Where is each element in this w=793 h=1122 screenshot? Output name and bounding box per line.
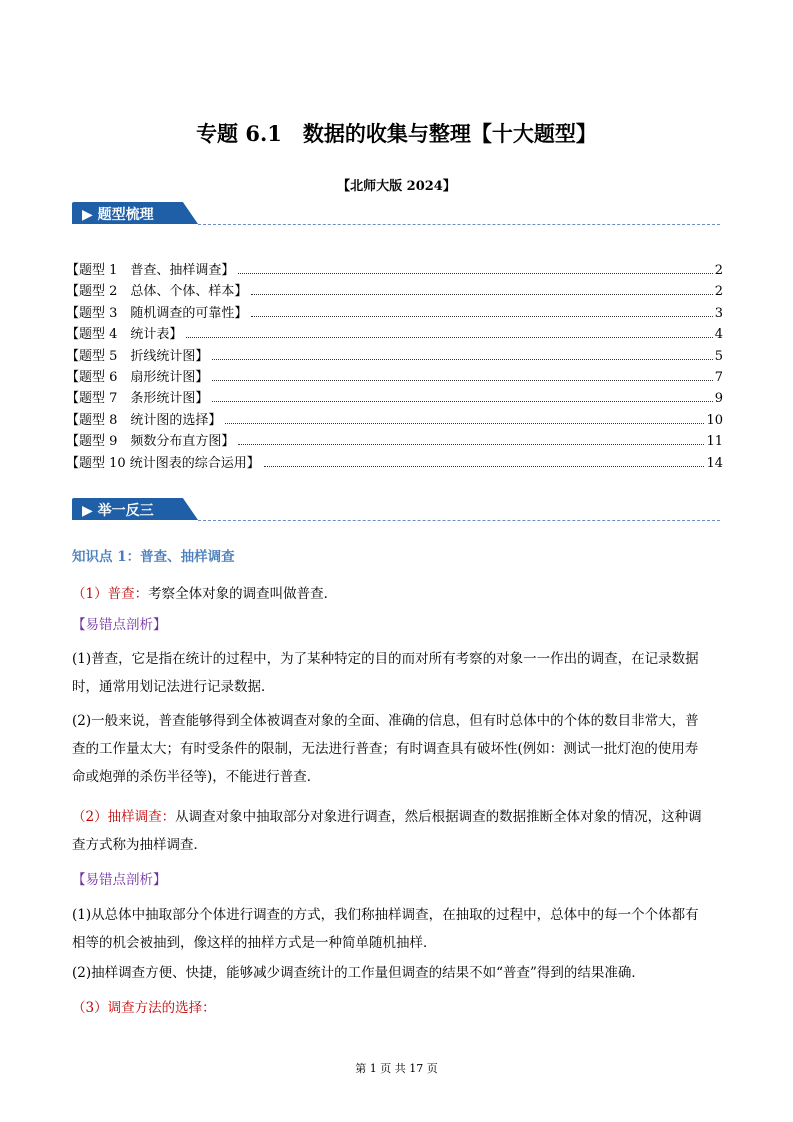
toc-label: 【题型 7 条形统计图】 <box>66 391 209 407</box>
toc-entry[interactable] <box>66 302 723 320</box>
toc-label: 【题型 8 统计图的选择】 <box>66 412 222 428</box>
term-label: （3）调查方法的选择： <box>72 1000 216 1016</box>
leader-dots <box>212 359 712 360</box>
text-line: 相等的机会被抽到，像这样的抽样方式是一种简单随机抽样． <box>72 935 437 951</box>
leader-dots <box>186 337 712 338</box>
edition-subtitle: 【北师大版 2024】 <box>337 179 456 194</box>
toc-label: 【题型 4 统计表】 <box>66 327 183 343</box>
leader-dots <box>225 423 704 424</box>
term-label: （2）抽样调查： <box>72 809 176 825</box>
text-line: (1)普查，它是指在统计的过程中，为了某种特定的目的而对所有考察的对象一一作出的调查，在记录数据 <box>72 651 699 667</box>
toc-entry[interactable] <box>66 323 723 341</box>
error-analysis-heading: 【易错点剖析】 <box>72 617 167 633</box>
toc-label: 【题型 10 统计图表的综合运用】 <box>66 455 260 471</box>
toc-label: 【题型 1 普查、抽样调查】 <box>66 263 235 278</box>
leader-dots <box>238 444 704 445</box>
paragraph <box>72 805 722 825</box>
text-line: (2)一般来说，普查能够得到全体被调查对象的全面、准确的信息，但有时总体中的个体的数目非常大，普 <box>72 713 699 729</box>
section-title: ▶ 举一反三 <box>82 503 154 519</box>
dashed-divider <box>198 520 720 521</box>
definition-text: 考察全体对象的调查叫做普查． <box>148 586 338 602</box>
toc-label: 【题型 6 扇形统计图】 <box>66 370 209 385</box>
toc-page-number: 10 <box>706 412 723 428</box>
toc-entry[interactable] <box>66 280 723 298</box>
toc-label: 【题型 2 总体、个体、样本】 <box>66 284 248 300</box>
toc-entry[interactable] <box>66 430 723 448</box>
toc-entry[interactable] <box>66 387 723 405</box>
toc-page-number: 2 <box>714 284 723 300</box>
section-banner-examples <box>72 498 198 520</box>
toc-entry[interactable] <box>66 409 723 427</box>
toc-page-number: 5 <box>714 348 723 364</box>
toc-page-number: 11 <box>706 434 723 450</box>
text-line: (1)从总体中抽取部分个体进行调查的方式，我们称抽样调查，在抽取的过程中，总体中的每一个个体都有 <box>72 907 699 923</box>
text-line: 命或炮弹的杀伤半径等)，不能进行普查． <box>72 769 321 785</box>
leader-dots <box>251 316 712 317</box>
toc-entry[interactable] <box>66 259 723 277</box>
paragraph <box>72 582 722 602</box>
leader-dots <box>212 401 712 402</box>
section-title: ▶ 题型梳理 <box>82 207 154 223</box>
definition-text: 从调查对象中抽取部分对象进行调查，然后根据调查的数据推断全体对象的情况，这种调 <box>175 809 702 825</box>
dashed-divider <box>198 224 720 225</box>
section-banner-question-types <box>72 202 198 224</box>
term-label: （1）普查： <box>72 586 149 602</box>
leader-dots <box>264 466 705 467</box>
toc-label: 【题型 9 频数分布直方图】 <box>66 434 235 450</box>
toc-label: 【题型 3 随机调查的可靠性】 <box>66 305 248 321</box>
text-line: (2)抽样调查方便、快捷，能够减少调查统计的工作量但调查的结果不如“普查”得到的结果准确． <box>72 965 645 981</box>
leader-dots <box>238 273 712 274</box>
toc-entry[interactable] <box>66 345 723 363</box>
toc-entry[interactable] <box>66 452 723 470</box>
toc-entry[interactable] <box>66 366 723 384</box>
leader-dots <box>212 380 712 381</box>
page-footer: 第 1 页 共 17 页 <box>355 1062 438 1075</box>
page-title: 专题 6.1 数据的收集与整理【十大题型】 <box>196 121 597 146</box>
toc-page-number: 3 <box>714 305 723 321</box>
knowledge-point-heading: 知识点 1：普查、抽样调查 <box>72 549 235 565</box>
toc-page-number: 9 <box>714 391 723 407</box>
text-line: 查的工作量太大；有时受条件的限制，无法进行普查；有时调查具有破坏性(例如：测试一批灯泡的使用寿 <box>72 741 699 757</box>
text-line: 查方式称为抽样调查． <box>72 837 207 853</box>
error-analysis-heading: 【易错点剖析】 <box>72 872 167 888</box>
text-line: 时，通常用划记法进行记录数据． <box>72 679 275 695</box>
toc-page-number: 14 <box>706 455 723 471</box>
toc-page-number: 7 <box>714 370 723 385</box>
toc-page-number: 4 <box>714 327 723 343</box>
toc-label: 【题型 5 折线统计图】 <box>66 348 209 364</box>
toc-page-number: 2 <box>714 263 723 278</box>
leader-dots <box>251 294 712 295</box>
